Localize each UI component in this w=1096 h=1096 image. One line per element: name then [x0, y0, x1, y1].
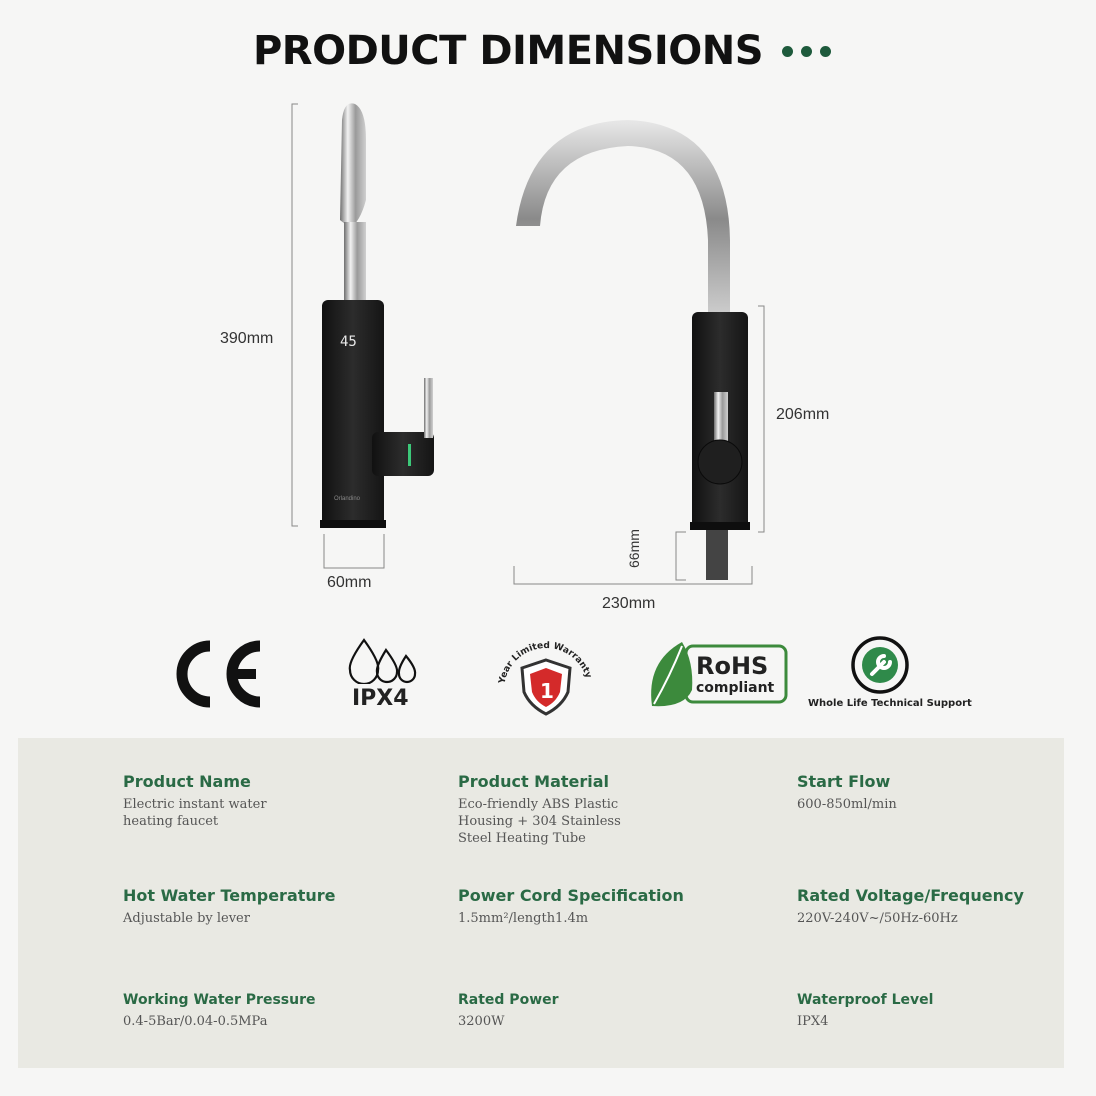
- spec-value: 1.5mm²/length1.4m: [458, 911, 589, 926]
- rohs-label: RoHS: [696, 652, 769, 680]
- spec-working-pressure: [123, 992, 383, 1030]
- reach-label: 230mm: [602, 595, 656, 612]
- spec-title: Product Material: [458, 772, 610, 791]
- ce-mark-icon: [164, 636, 268, 712]
- ce-certification: [164, 636, 268, 712]
- spec-rated-voltage: [797, 886, 1057, 927]
- spec-title: Start Flow: [797, 772, 891, 791]
- warranty-number: 1: [540, 679, 554, 703]
- ipx4-certification: [340, 636, 430, 716]
- spec-value: Adjustable by lever: [123, 911, 250, 926]
- spec-product-name: [123, 772, 363, 830]
- spec-title: Power Cord Specification: [458, 886, 684, 905]
- ce-label: [161, 636, 162, 637]
- warranty-certification: [494, 630, 598, 720]
- spec-power-cord: [458, 886, 758, 927]
- shield-warranty-icon: [494, 630, 598, 720]
- spec-value: IPX4: [797, 1014, 829, 1029]
- body-height-label: 206mm: [776, 406, 830, 423]
- support-certification: [800, 634, 972, 718]
- page-title: PRODUCT DIMENSIONS: [252, 28, 764, 74]
- warranty-arc-text: Year Limited Warranty: [497, 640, 594, 685]
- brand-mark: Orlandino: [334, 496, 361, 502]
- spec-title: Working Water Pressure: [123, 992, 316, 1008]
- faucet-front-view: [516, 120, 750, 580]
- spec-value: Electric instant water heating faucet: [123, 797, 267, 829]
- base-width-label: 60mm: [327, 574, 372, 591]
- spec-title: Waterproof Level: [797, 992, 934, 1008]
- faucet-side-view: [320, 103, 434, 528]
- water-drops-icon: [340, 636, 430, 684]
- spec-value: Eco-friendly ABS Plastic Housing + 304 Stainless Steel Heating Tube: [458, 797, 621, 846]
- spec-hot-water-temperature: [123, 886, 383, 927]
- support-label: Whole Life Technical Support: [808, 698, 972, 709]
- spec-value: 3200W: [458, 1014, 505, 1029]
- spec-value: 600-850ml/min: [797, 797, 897, 812]
- spec-value: 220V-240V~/50Hz-60Hz: [797, 911, 958, 926]
- wrench-icon: [800, 634, 966, 696]
- spec-title: Hot Water Temperature: [123, 886, 336, 905]
- rohs-sublabel: compliant: [696, 680, 775, 696]
- spec-waterproof-level: [797, 992, 1037, 1030]
- height-total-label: 390mm: [220, 330, 274, 347]
- ipx4-label: IPX4: [352, 686, 409, 711]
- rohs-certification: [646, 636, 790, 712]
- spec-value: 0.4-5Bar/0.04-0.5MPa: [123, 1014, 268, 1029]
- temperature-display: 45: [340, 334, 357, 350]
- spec-start-flow: [797, 772, 1037, 813]
- spec-product-material: [458, 772, 718, 847]
- spec-title: Rated Power: [458, 992, 559, 1008]
- spec-title: Rated Voltage/Frequency: [797, 886, 1024, 905]
- spec-title: Product Name: [123, 772, 251, 791]
- spec-rated-power: [458, 992, 698, 1030]
- specifications-panel: [18, 738, 1064, 1068]
- inlet-length-label: 66mm: [626, 529, 642, 568]
